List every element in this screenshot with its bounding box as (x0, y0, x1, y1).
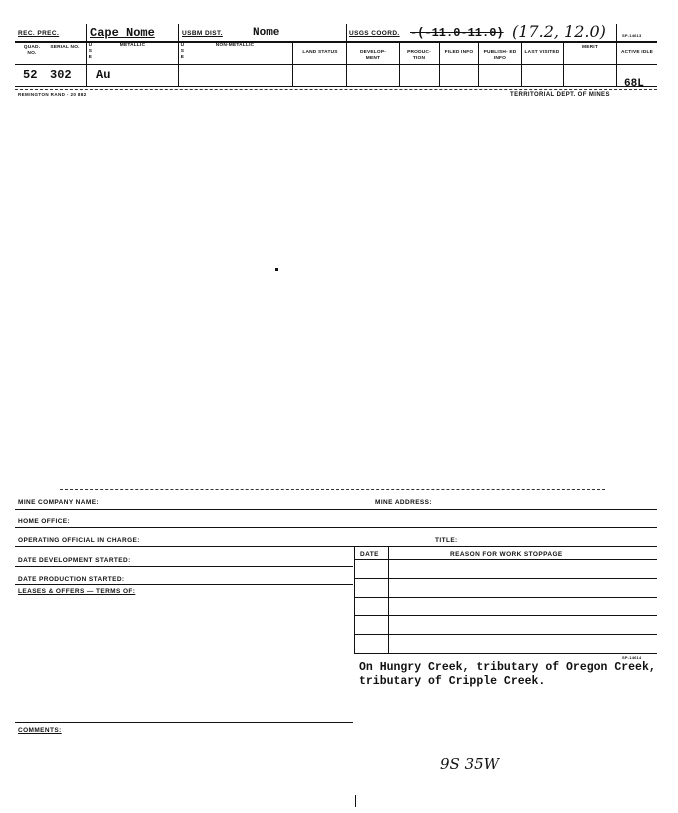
home-office-label: HOME OFFICE: (18, 518, 71, 525)
form-number-bottom: SP-14614 (622, 655, 642, 660)
rule (15, 509, 657, 510)
col-active-idle: ACTIVE IDLE (620, 50, 654, 55)
table-rule (354, 578, 657, 579)
rule (15, 546, 657, 547)
record-serial-no: 302 (50, 68, 72, 82)
margin-tick (355, 795, 356, 807)
operating-official-label: OPERATING OFFICIAL IN CHARGE: (18, 537, 140, 544)
handwritten-note: 9S 35W (440, 755, 500, 773)
usbm-dist-label: USBM DIST. (182, 30, 223, 37)
col-published-info: PUBLISH- ED INFO (483, 50, 517, 61)
col-merit: MERIT (582, 45, 598, 50)
col-filed-info: FILED INFO (444, 50, 474, 55)
divider (616, 24, 617, 86)
table-rule (354, 597, 657, 598)
rule (15, 527, 657, 528)
divider (86, 24, 87, 86)
col-use-metallic: U S E (88, 43, 93, 60)
department-name: TERRITORIAL DEPT. OF MINES (510, 92, 610, 98)
divider (292, 41, 293, 86)
column-header-rule (15, 64, 657, 65)
printer-imprint: REMINGTON RAND - 20 882 (18, 92, 87, 97)
col-development: DEVELOP- MENT (359, 50, 387, 61)
usgs-coord-value: (17.2, 12.0) (512, 22, 606, 41)
table-rule (354, 634, 657, 635)
table-rule (354, 559, 657, 560)
col-use-nonmetallic: U S E (180, 43, 185, 60)
rec-prec-label: REC. PREC. (18, 30, 60, 37)
table-rule (354, 653, 657, 654)
rule (15, 584, 353, 585)
record-active-idle: 68L (624, 78, 644, 90)
usgs-coord-struck: -(-11.0-11.0) (410, 26, 504, 40)
divider (399, 41, 400, 86)
col-serial-no: SERIAL NO. (50, 45, 80, 50)
record-metallic: Au (96, 68, 111, 82)
comments-label: COMMENTS: (18, 727, 62, 734)
reason-column-header: REASON FOR WORK STOPPAGE (450, 551, 563, 558)
mine-address-label: MINE ADDRESS: (375, 499, 432, 506)
divider (439, 41, 440, 86)
record-rule (15, 86, 657, 87)
top-edge-dashed (60, 489, 605, 490)
usbm-dist-value: Nome (253, 27, 280, 39)
col-quad-no: QUAD. NO. (23, 45, 41, 56)
leases-label: LEASES & OFFERS — TERMS OF: (18, 588, 136, 595)
date-column-header: DATE (360, 551, 379, 558)
divider (178, 24, 179, 86)
divider (478, 41, 479, 86)
col-metallic: METALLIC (119, 43, 146, 48)
date-development-label: DATE DEVELOPMENT STARTED: (18, 557, 131, 564)
divider (563, 41, 564, 86)
date-production-label: DATE PRODUCTION STARTED: (18, 576, 125, 583)
table-rule (354, 615, 657, 616)
col-production: PRODUC- TION (407, 50, 431, 61)
usgs-coord-label: USGS COORD. (349, 30, 400, 37)
rule (15, 566, 353, 567)
record-quad-no: 52 (23, 68, 38, 82)
divider (346, 24, 347, 86)
col-land-status: LAND STATUS (302, 50, 338, 55)
title-label: TITLE: (435, 537, 458, 544)
col-last-visited: LAST VISITED (524, 50, 560, 55)
location-line-2: tributary of Cripple Creek. (359, 675, 546, 688)
scan-speck (275, 268, 278, 271)
table-left-border (354, 546, 355, 654)
form-number-top: SP-14613 (622, 33, 642, 38)
table-date-divider (388, 546, 389, 654)
mine-company-name-label: MINE COMPANY NAME: (18, 499, 99, 506)
rule (15, 722, 353, 723)
rec-prec-value: Cape Nome (90, 26, 155, 40)
divider (521, 41, 522, 86)
col-non-metallic: NON-METALLIC (215, 43, 255, 48)
perforation-line (15, 89, 657, 90)
location-line-1: On Hungry Creek, tributary of Oregon Creek, (359, 661, 656, 674)
